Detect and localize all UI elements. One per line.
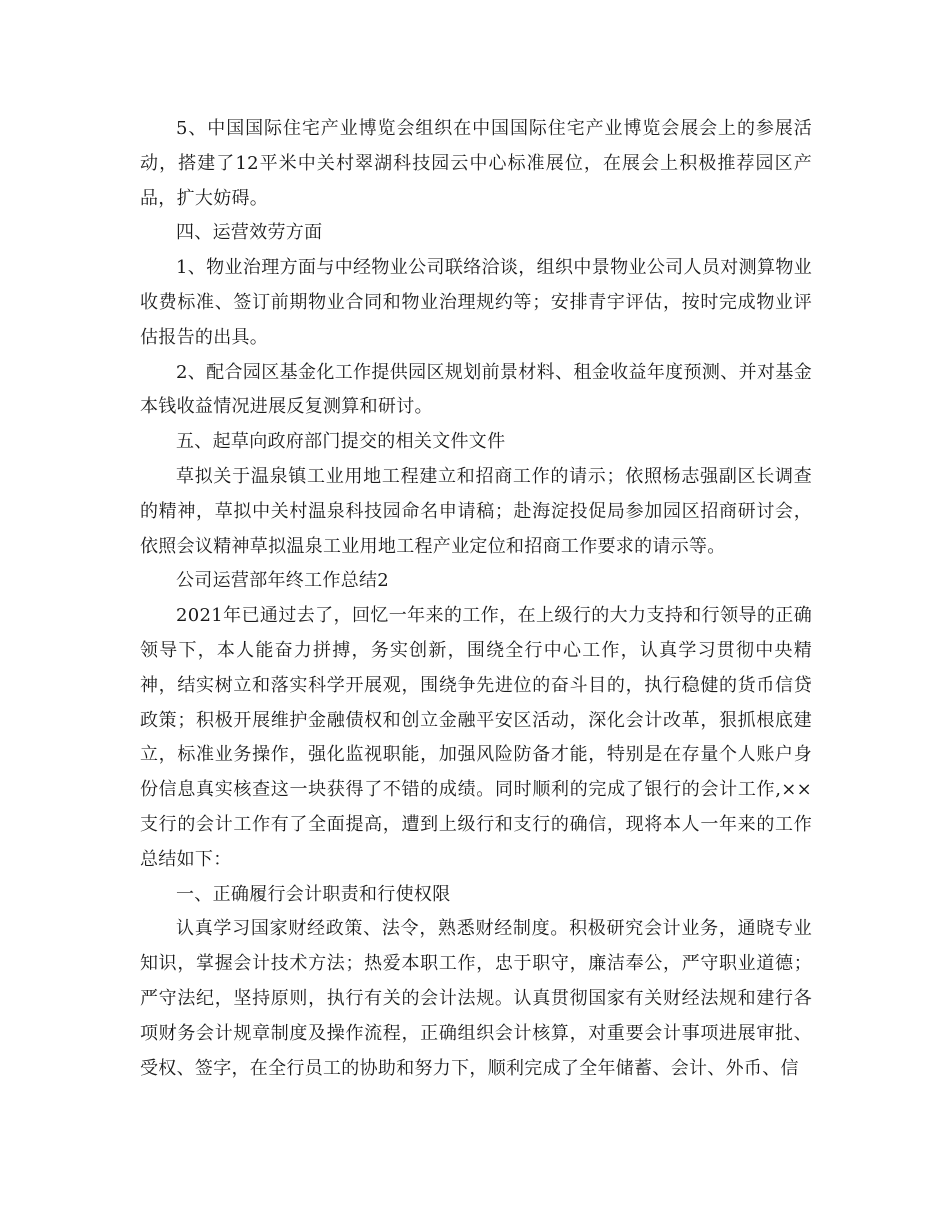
document-subtitle: 公司运营部年终工作总结2 bbox=[176, 570, 390, 592]
section-heading-government-documents: 五、起草向政府部门提交的相关文件文件 bbox=[176, 431, 506, 453]
paragraph-property-management: 1、物业治理方面与中经物业公司联络洽谈，组织中景物业公司人员对测算物业收费标准、签订前期物业合同和物业治理规约等；安排青宇评估，按时完成物业评估报告的出具。 bbox=[140, 257, 812, 348]
paragraph-fund-support: 2、配合园区基金化工作提供园区规划前景材料、租金收益年度预测、并对基金本钱收益情况进展反复测算和研讨。 bbox=[140, 361, 812, 418]
paragraph-accounting-work: 认真学习国家财经政策、法令，熟悉财经制度。积极研究会计业务，通晓专业知识，掌握会计技术方法；热爱本职工作，忠于职守，廉洁奉公，严守职业道德；严守法纪，坚持原则，执行有关的会计法规。认真贯彻国家有关财经法规和建行各项财务会计规章制度及操作流程，正确组织会计核算，对重要会计事项进展审批、受权、签字，在全行员工的协助和努力下，顺利完成了全年储蓄、会计、外币、信 bbox=[140, 918, 812, 1079]
paragraph-exhibition: 5、中国国际住宅产业博览会组织在中国国际住宅产业博览会展会上的参展活动，搭建了12平米中关村翠湖科技园云中心标准展位，在展会上积极推荐园区产品，扩大妨碍。 bbox=[140, 118, 812, 209]
paragraph-drafting-requests: 草拟关于温泉镇工业用地工程建立和招商工作的请示；依照杨志强副区长调查的精神，草拟中关村温泉科技园命名申请稿；赴海淀投促局参加园区招商研讨会，依照会议精神草拟温泉工业用地工程产业定位和招商工作要求的请示等。 bbox=[140, 465, 812, 557]
paragraph-annual-overview: 2021年已通过去了，回忆一年来的工作，在上级行的大力支持和行领导的正确领导下，本人能奋力拼搏，务实创新，围绕全行中心工作，认真学习贯彻中央精神，结实树立和落实科学开展观，围绕争先进位的奋斗目的，执行稳健的货币信贷政策；积极开展维护金融债权和创立金融平安区活动，深化会计改革，狠抓根底建立，标准业务操作，强化监视职能，加强风险防备才能，特别是在存量个人账户身份信息真实核查这一块获得了不错的成绩。同时顺利的完成了银行的会计工作,××支行的会计工作有了全面提高，遭到上级行和支行的确信，现将本人一年来的工作总结如下： bbox=[140, 605, 812, 870]
section-heading-operations-service: 四、运营效劳方面 bbox=[176, 222, 323, 244]
section-heading-accounting-duties: 一、正确履行会计职责和行使权限 bbox=[176, 883, 451, 905]
document-page bbox=[140, 112, 812, 1086]
